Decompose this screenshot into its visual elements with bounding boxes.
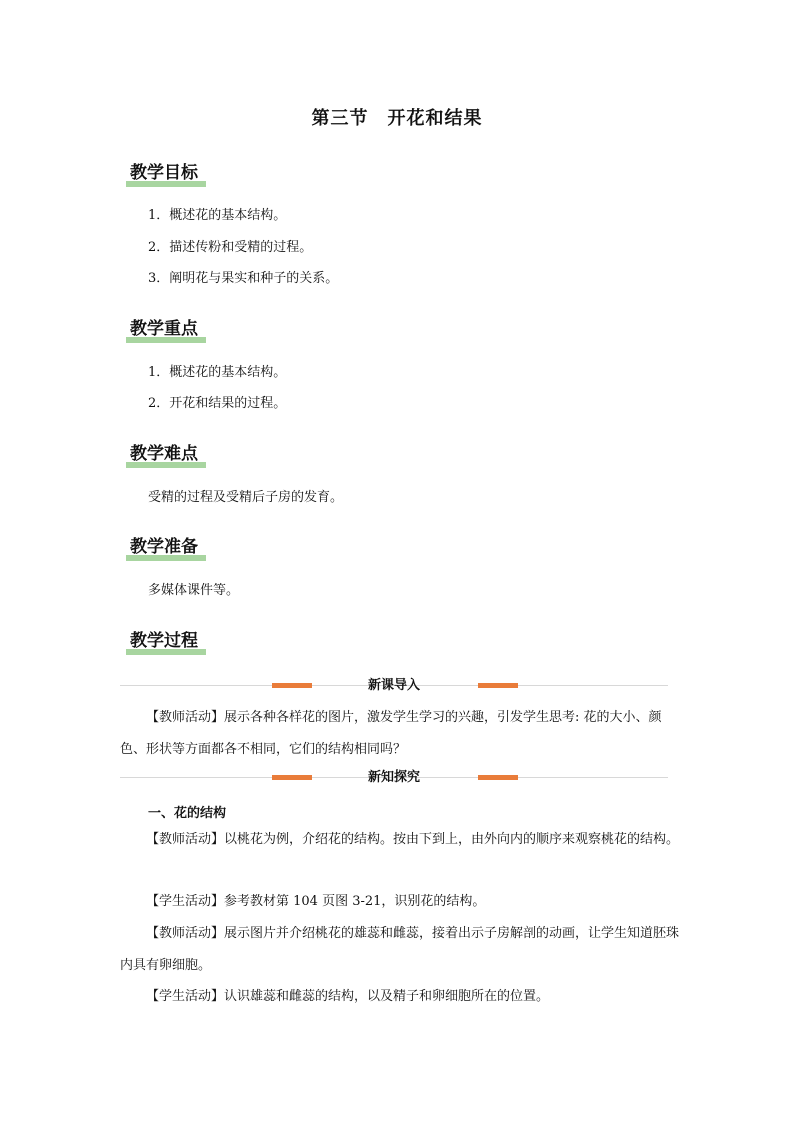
divider-explore (120, 766, 668, 786)
key-point-item: 2．开花和结果的过程。 (148, 396, 287, 411)
page-title: 第三节 开花和结果 (311, 108, 483, 129)
section-process (130, 630, 202, 652)
heading-preparation: 教学准备 (130, 536, 202, 558)
preparation-text: 多媒体课件等。 (148, 583, 240, 598)
heading-key-points: 教学重点 (130, 318, 202, 340)
explore-paragraph: 【教师活动】展示图片并介绍桃花的雄蕊和雌蕊，接着出示子房解剖的动画，让学生知道胚珠内具有卵细胞。 (120, 926, 680, 973)
section-key-points (130, 318, 202, 340)
objective-item: 2．描述传粉和受精的过程。 (148, 240, 313, 255)
divider-label: 新知探究 (367, 770, 420, 785)
divider-label: 新课导入 (367, 678, 420, 693)
intro-paragraph: 【教师活动】展示各种各样花的图片，激发学生学习的兴趣，引发学生思考: 花的大小、颜色、形状等方面都各不相同，它们的结构相同吗？ (120, 710, 662, 757)
heading-difficulties: 教学难点 (130, 443, 202, 465)
section-preparation (130, 536, 202, 558)
difficulties-text: 受精的过程及受精后子房的发育。 (148, 490, 344, 505)
explore-paragraph: 【学生活动】参考教材第 104 页图 3-21，识别花的结构。 (146, 894, 486, 909)
subheading-flower-structure: 一、花的结构 (148, 806, 227, 821)
heading-process: 教学过程 (130, 630, 202, 652)
section-difficulties (130, 443, 202, 465)
section-objectives (130, 162, 202, 184)
heading-objectives: 教学目标 (130, 162, 202, 184)
explore-paragraph: 【教师活动】以桃花为例，介绍花的结构。按由下到上，由外向内的顺序来观察桃花的结构。 (146, 832, 680, 847)
objective-item: 3．阐明花与果实和种子的关系。 (148, 271, 339, 286)
explore-paragraph: 【学生活动】认识雄蕊和雌蕊的结构，以及精子和卵细胞所在的位置。 (146, 989, 550, 1004)
divider-intro (120, 674, 668, 694)
key-point-item: 1．概述花的基本结构。 (148, 365, 287, 380)
objective-item: 1．概述花的基本结构。 (148, 208, 287, 223)
